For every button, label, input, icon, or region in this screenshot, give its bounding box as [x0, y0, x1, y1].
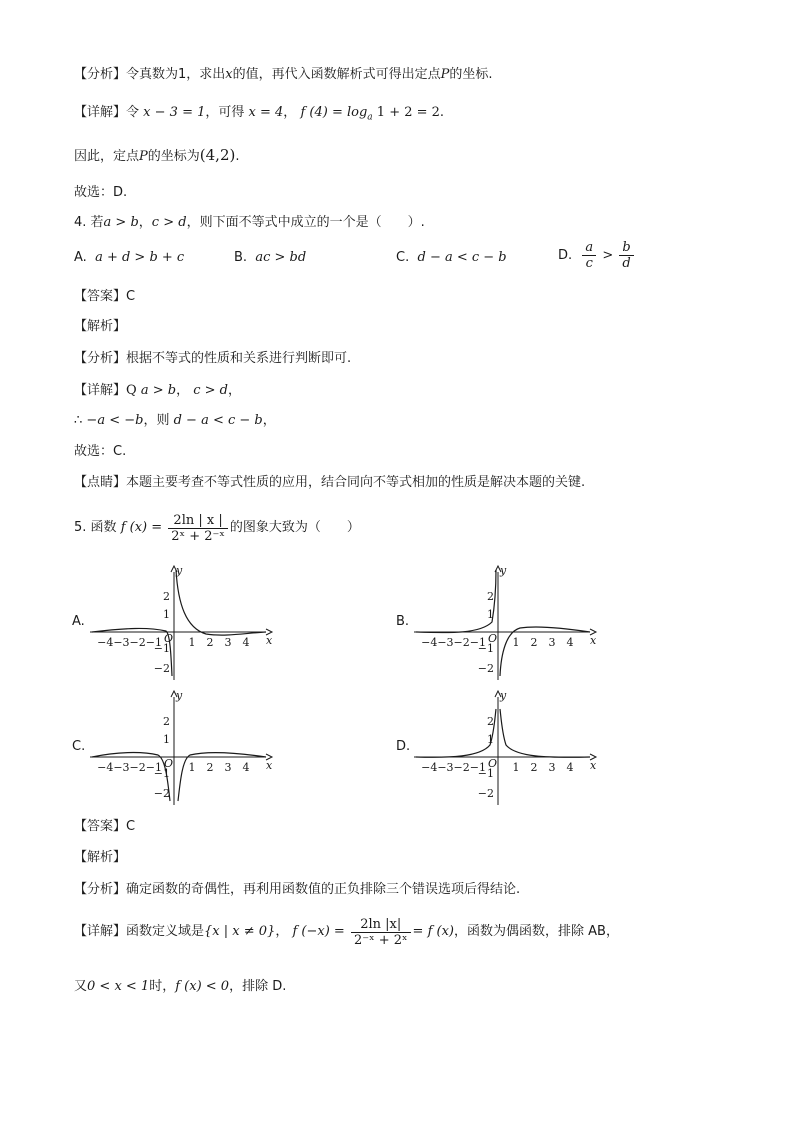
x-tick-label: 2 [530, 636, 538, 649]
x-tick-label: 3 [224, 636, 232, 649]
text: 又 [74, 979, 88, 994]
graph-option-c [86, 689, 276, 807]
text: ， [262, 413, 276, 428]
text: . [439, 105, 445, 120]
q5-jiexi: 【解析】 [74, 850, 127, 865]
math-var: P [139, 149, 148, 164]
q5-detail [74, 916, 619, 949]
origin-label: O [488, 757, 498, 770]
math-expr: (4,2) [199, 146, 236, 164]
text: 5. 函数 [74, 520, 117, 535]
math-expr: d − a < c − b [173, 413, 263, 428]
q4-stem [74, 214, 425, 232]
math-expr: x = 4 [248, 105, 284, 120]
denominator: d [622, 256, 631, 271]
answer-tag: 【答案】 [74, 289, 127, 304]
x-tick-label: 3 [224, 761, 232, 774]
text: 令 [126, 105, 140, 120]
math-expr: a + d > b + c [95, 250, 185, 265]
text: ，可得 [205, 105, 245, 120]
graph-label-b: B. [396, 614, 410, 629]
fraction [582, 240, 596, 271]
math-symbol: ∴ [74, 413, 83, 428]
origin-label: O [164, 757, 174, 770]
text: ， [176, 383, 190, 398]
detail-tag: 【详解】 [74, 105, 127, 120]
q4-option-b [234, 250, 306, 265]
denominator: c [585, 256, 593, 271]
text: 令真数为1，求出 [126, 67, 226, 82]
q4-detail [74, 382, 241, 400]
y-axis-label: y [500, 689, 507, 702]
math-expr: f (x) < 0 [175, 979, 230, 994]
x-axis-label: x [590, 634, 597, 647]
analysis-tag: 【分析】 [74, 882, 127, 897]
analysis-tag: 【分析】 [74, 351, 127, 366]
y-tick-label: 2 [163, 590, 170, 603]
curve-branch-left [416, 570, 496, 633]
text: 的坐标. [449, 67, 493, 82]
x-tick-label: 1 [512, 761, 520, 774]
y-tick-label: 1 [163, 608, 170, 621]
x-tick-label: 2 [530, 761, 538, 774]
y-axis-label: y [176, 564, 183, 577]
text: 的图象大致为（ ） [229, 520, 360, 535]
text: 函数定义域是 [126, 924, 205, 939]
curve-branch-left [416, 709, 496, 757]
math-expr: f (x) = [120, 520, 163, 535]
numerator: a [582, 240, 596, 256]
y-tick-label: −1 [477, 767, 494, 780]
y-tick-label: −2 [477, 787, 494, 800]
detail-tag: 【详解】 [74, 383, 127, 398]
q5-stem [74, 512, 360, 545]
curve-branch-right [500, 627, 590, 676]
y-tick-label: 1 [487, 608, 494, 621]
y-axis-label: y [176, 689, 183, 702]
graph-option-b [410, 564, 600, 682]
q4-option-d [558, 240, 636, 271]
text: 4. 若 [74, 215, 104, 230]
q3-conclusion-line [74, 146, 239, 166]
answer-value: C [126, 289, 136, 304]
q4-option-a [74, 250, 184, 265]
math-expr: ac > bd [255, 250, 307, 265]
curve-branch-right [178, 753, 266, 801]
q4-answer [74, 288, 135, 306]
x-tick-label: 4 [566, 636, 574, 649]
denominator: 2⁻ˣ + 2ˣ [353, 932, 408, 948]
q4-jiexi: 【解析】 [74, 319, 127, 334]
text: 时， [149, 979, 176, 994]
text: ， [275, 924, 289, 939]
y-tick-label: −2 [153, 787, 170, 800]
x-tick-label: 4 [242, 636, 250, 649]
text: ，排除 D. [229, 979, 287, 994]
q3-choice: 故选：D. [74, 185, 128, 200]
x-tick-label: 4 [242, 761, 250, 774]
x-tick-label: 2 [206, 761, 214, 774]
q4-comment [74, 474, 585, 492]
y-tick-label: 2 [487, 715, 494, 728]
x-tick-label: 3 [548, 636, 556, 649]
graph-label-d: D. [396, 739, 411, 754]
y-tick-label: 1 [163, 733, 170, 746]
x-tick-label-negative: −4−3−2−1 [421, 636, 486, 649]
y-tick-label: −2 [153, 662, 170, 675]
math-symbol: Q [126, 383, 137, 398]
y-tick-label: −1 [153, 642, 170, 655]
curve-branch-right [500, 709, 590, 757]
q4-therefore [74, 412, 276, 430]
math-sub: a [367, 112, 373, 123]
text: ， [283, 105, 297, 120]
text: ，则 [143, 413, 170, 428]
fraction [619, 240, 633, 271]
curve-branch-right [176, 570, 266, 635]
math-expr: d − a < c − b [417, 250, 507, 265]
math-var: P [440, 67, 450, 82]
y-tick-label: −1 [477, 642, 494, 655]
graph-label-c: C. [72, 739, 86, 754]
math-expr: c > d [193, 383, 228, 398]
option-label: B. [234, 250, 248, 265]
graph-label-a: A. [72, 614, 85, 629]
analysis-tag: 【分析】 [74, 67, 127, 82]
x-axis-label: x [266, 634, 273, 647]
text: 的坐标为 [147, 149, 200, 164]
x-tick-label: 2 [206, 636, 214, 649]
x-tick-label: 1 [188, 761, 196, 774]
text: ， [227, 383, 241, 398]
x-tick-label: 4 [566, 761, 574, 774]
x-tick-label-negative: −4−3−2−1 [97, 761, 162, 774]
origin-label: O [164, 632, 174, 645]
q4-option-c [396, 250, 507, 265]
y-tick-label: −2 [477, 662, 494, 675]
text: 因此，定点 [74, 149, 140, 164]
math-expr: −a < −b [86, 413, 144, 428]
q5-answer [74, 818, 135, 836]
math-expr: {x | x ≠ 0} [204, 924, 276, 939]
numerator: b [619, 240, 633, 256]
numerator: 2ln | x | [168, 513, 228, 529]
q5-analysis [74, 881, 520, 899]
text: 确定函数的奇偶性，再利用函数值的正负排除三个错误选项后得结论. [126, 882, 521, 897]
x-axis-label: x [590, 759, 597, 772]
q3-analysis-line [74, 66, 493, 84]
x-tick-label-negative: −4−3−2−1 [421, 761, 486, 774]
q3-detail-line [74, 104, 444, 127]
y-tick-label: 2 [163, 715, 170, 728]
math-expr: = f (x) [412, 924, 454, 939]
answer-tag: 【答案】 [74, 819, 127, 834]
comment-tag: 【点睛】 [74, 475, 127, 490]
q4-choice: 故选：C. [74, 444, 127, 459]
q5-last [74, 978, 286, 996]
math-expr: 0 < x < 1 [87, 979, 150, 994]
y-tick-label: 1 [487, 733, 494, 746]
math-expr: x − 3 = 1 [143, 105, 206, 120]
q4-analysis [74, 350, 351, 368]
fraction [168, 513, 228, 544]
x-tick-label-negative: −4−3−2−1 [97, 636, 162, 649]
text: ， [138, 215, 152, 230]
text: . [235, 149, 240, 164]
y-tick-label: −1 [153, 767, 170, 780]
math-expr: f (−x) = [292, 924, 345, 939]
graph-option-a [86, 564, 276, 682]
fraction [351, 917, 411, 948]
math-expr: 1 + 2 = 2 [372, 105, 440, 120]
option-label: A. [74, 250, 87, 265]
math-expr: a > b [140, 383, 177, 398]
numerator: 2ln |x| [351, 917, 411, 933]
math-expr: a > b [103, 215, 139, 230]
math-expr: c > d [151, 215, 187, 230]
detail-tag: 【详解】 [74, 924, 127, 939]
option-label: C. [396, 250, 410, 265]
text: 本题主要考查不等式性质的应用，结合同向不等式相加的性质是解决本题的关键. [126, 475, 586, 490]
x-tick-label: 1 [512, 636, 520, 649]
origin-label: O [488, 632, 498, 645]
y-tick-label: 2 [487, 590, 494, 603]
x-tick-label: 1 [188, 636, 196, 649]
text: 的值，再代入函数解析式可得出定点 [232, 67, 441, 82]
x-tick-label: 3 [548, 761, 556, 774]
denominator: 2ˣ + 2⁻ˣ [171, 528, 225, 544]
text: ，函数为偶函数，排除 AB， [454, 924, 619, 939]
math-op: > [602, 248, 614, 263]
option-label: D. [558, 248, 573, 263]
y-axis-label: y [500, 564, 507, 577]
math-expr: f (4) = log [300, 105, 368, 120]
answer-value: C [126, 819, 136, 834]
text: 根据不等式的性质和关系进行判断即可. [126, 351, 352, 366]
math-var: x [225, 67, 233, 82]
text: ，则下面不等式中成立的一个是（ ）. [186, 215, 425, 230]
x-axis-label: x [266, 759, 273, 772]
graph-option-d [410, 689, 600, 807]
